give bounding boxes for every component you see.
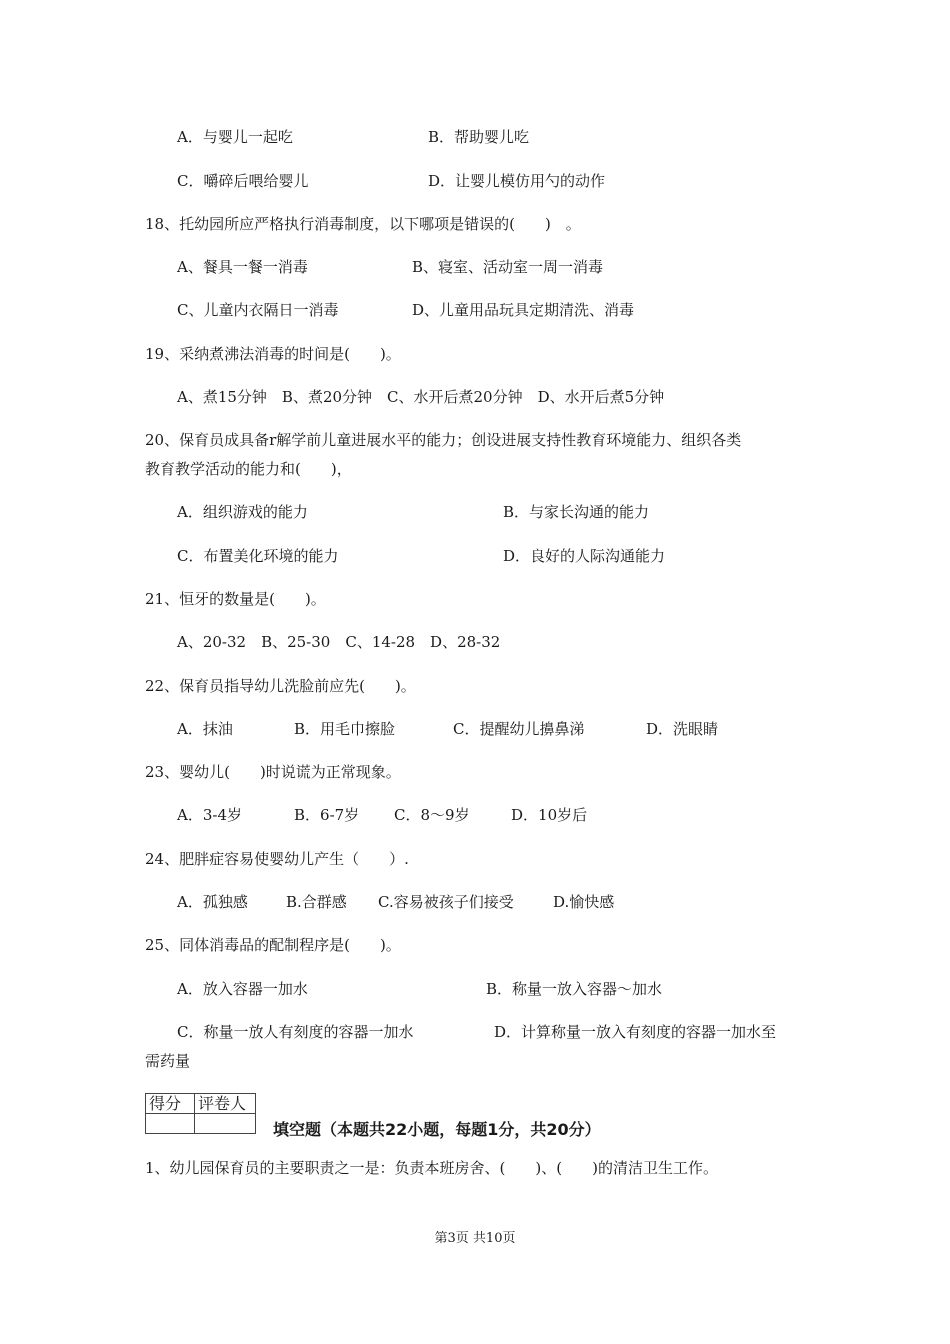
q20-option-c: C．布置美化环境的能力 [177, 547, 339, 565]
q24-option-c: C.容易被孩子们接受 [378, 893, 514, 911]
q25-option-c: C．称量一放人有刻度的容器一加水 [177, 1023, 414, 1041]
q24-stem: 24、肥胖症容易使婴幼儿产生（ ）. [145, 850, 409, 868]
q18-option-b: B、寝室、活动室一周一消毒 [412, 258, 604, 276]
score-table [145, 1093, 256, 1134]
q20-option-d: D．良好的人际沟通能力 [503, 547, 666, 565]
q17-option-b: B．帮助婴儿吃 [428, 128, 530, 146]
section-title: 填空题（本题共22小题，每题1分，共20分） [273, 1120, 601, 1139]
q17-option-c: C．嚼碎后喂给婴儿 [177, 172, 309, 190]
q24-option-a: A．孤独感 [177, 893, 248, 911]
grader-cell[interactable] [195, 1114, 256, 1134]
q22-option-b: B．用毛巾擦脸 [294, 720, 396, 738]
q18-option-d: D、儿童用品玩具定期清洗、消毒 [412, 301, 635, 319]
q17-option-d: D．让婴儿模仿用勺的动作 [428, 172, 606, 190]
grader-label: 评卷人 [195, 1094, 256, 1114]
q24-option-b: B.合群感 [286, 893, 347, 911]
q20-stem-line2: 教育教学活动的能力和( )， [145, 460, 352, 478]
q21-stem: 21、恒牙的数量是( )。 [145, 590, 326, 608]
q25-option-d-line2: 需药量 [145, 1052, 191, 1070]
q19-options: A、煮15分钟 B、煮20分钟 C、水开后煮20分钟 D、水开后煮5分钟 [177, 388, 665, 406]
q22-option-c: C．提醒幼儿擤鼻涕 [453, 720, 585, 738]
fill-q1-stem: 1、幼儿园保育员的主要职责之一是：负责本班房舍、( )、( )的清洁卫生工作。 [145, 1159, 718, 1177]
score-label: 得分 [146, 1094, 195, 1114]
q25-option-b: B．称量一放入容器～加水 [486, 980, 663, 998]
q25-stem: 25、同体消毒品的配制程序是( )。 [145, 936, 401, 954]
q23-option-c: C．8～9岁 [394, 806, 470, 824]
q23-option-a: A．3-4岁 [177, 806, 242, 824]
q19-stem: 19、采纳煮沸法消毒的时间是( )。 [145, 345, 401, 363]
q25-option-d-line1: D．计算称量一放入有刻度的容器一加水至 [494, 1023, 777, 1041]
q18-stem: 18、托幼园所应严格执行消毒制度，以下哪项是错误的( ) 。 [145, 215, 581, 233]
score-table-blank-row [146, 1114, 256, 1134]
q20-option-b: B．与家长沟通的能力 [503, 503, 650, 521]
q22-stem: 22、保育员指导幼儿洗脸前应先( )。 [145, 677, 416, 695]
q22-option-d: D．洗眼睛 [646, 720, 719, 738]
q21-options: A、20-32 B、25-30 C、14-28 D、28-32 [177, 633, 501, 651]
q24-option-d: D.愉快感 [553, 893, 615, 911]
q18-option-a: A、餐具一餐一消毒 [177, 258, 308, 276]
q25-option-a: A．放入容器一加水 [177, 980, 308, 998]
q20-stem-line1: 20、保育员成具备r解学前儿童进展水平的能力；创设进展支持性教育环境能力、组织各类 [145, 431, 742, 449]
q18-option-c: C、儿童内衣隔日一消毒 [177, 301, 339, 319]
q22-option-a: A．抹油 [177, 720, 233, 738]
q23-option-b: B．6-7岁 [294, 806, 360, 824]
score-cell[interactable] [146, 1114, 195, 1134]
score-table-header-row [146, 1094, 256, 1114]
page-footer: 第3页 共10页 [434, 1231, 516, 1246]
q20-option-a: A．组织游戏的能力 [177, 503, 308, 521]
q23-option-d: D．10岁后 [511, 806, 588, 824]
q23-stem: 23、婴幼儿( )时说谎为正常现象。 [145, 763, 401, 781]
q17-option-a: A．与婴儿一起吃 [177, 128, 293, 146]
